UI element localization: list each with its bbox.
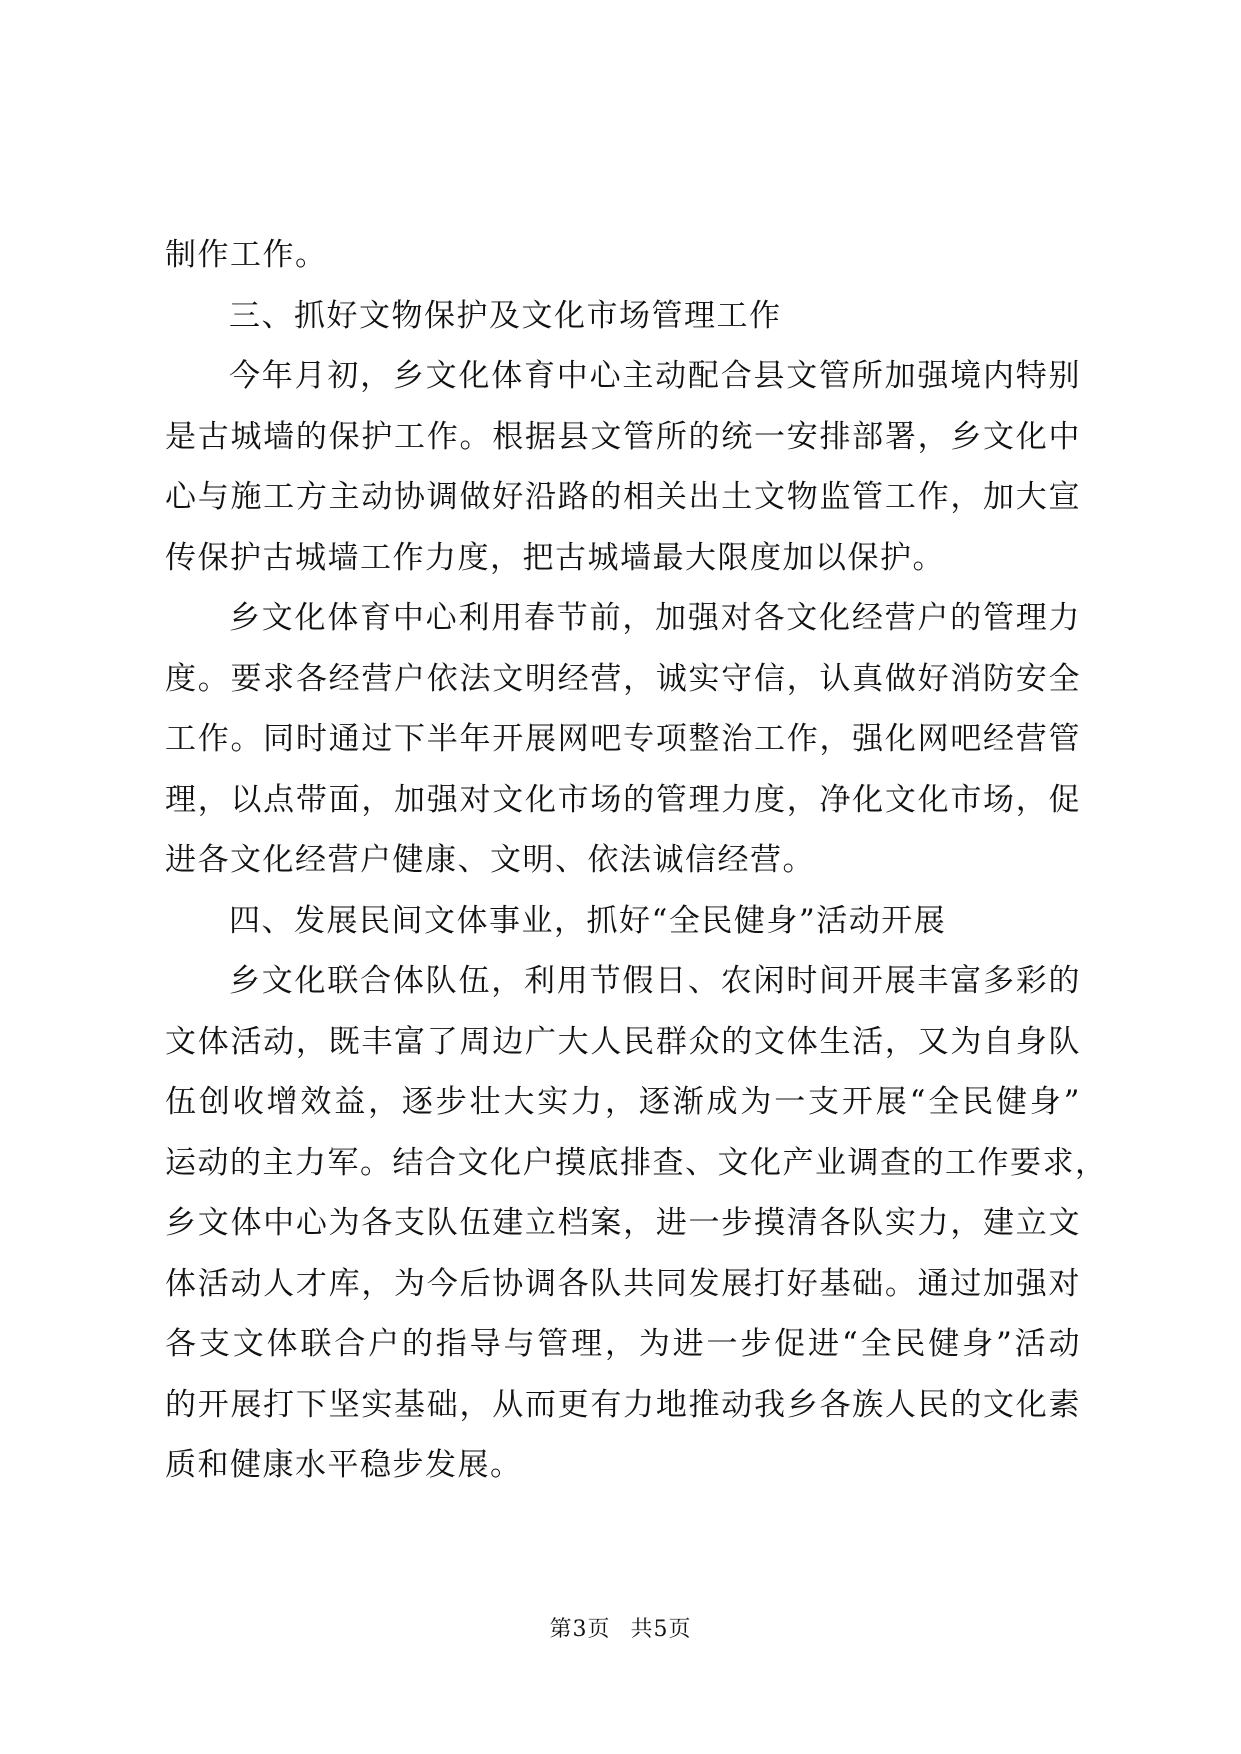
text-line: 心与施工方主动协调做好沿路的相关出土文物监管工作，加大宣 bbox=[165, 479, 1081, 515]
text-line: 体活动人才库，为今后协调各队共同发展打好基础。通过加强对 bbox=[165, 1265, 1081, 1302]
text-line: 各支文体联合户的指导与管理，为进一步促进“全民健身”活动 bbox=[165, 1326, 1081, 1362]
text-line: 运动的主力军。结合文化户摸底排查、文化产业调查的工作要求， bbox=[165, 1144, 1108, 1181]
text-line: 传保护古城墙工作力度，把古城墙最大限度加以保护。 bbox=[165, 539, 945, 576]
text-line: 进各文化经营户健康、文明、依法诚信经营。 bbox=[165, 842, 815, 878]
text-line: 制作工作。 bbox=[165, 237, 328, 273]
text-line: 乡文化联合体队伍，利用节假日、农闲时间开展丰富多彩的 bbox=[229, 963, 1081, 999]
text-line: 文体活动，既丰富了周边广大人民群众的文体生活，又为自身队 bbox=[165, 1023, 1081, 1060]
document-body bbox=[165, 225, 1108, 1496]
text-line: 三、抓好文物保护及文化市场管理工作 bbox=[229, 297, 782, 334]
text-line: 工作。同时通过下半年开展网吧专项整治工作，强化网吧经营管 bbox=[165, 721, 1081, 757]
page-number: 第3页 bbox=[549, 1617, 611, 1642]
text-line: 是古城墙的保护工作。根据县文管所的统一安排部署，乡文化中 bbox=[165, 418, 1081, 455]
text-line: 质和健康水平稳步发展。 bbox=[165, 1447, 523, 1483]
text-line: 乡文体中心为各支队伍建立档案，进一步摸清各队实力，建立文 bbox=[165, 1205, 1081, 1241]
text-line: 的开展打下坚实基础，从而更有力地推动我乡各族人民的文化素 bbox=[165, 1386, 1081, 1423]
text-line: 四、发展民间文体事业，抓好“全民健身”活动开展 bbox=[229, 902, 947, 939]
text-line: 今年月初，乡文化体育中心主动配合县文管所加强境内特别 bbox=[229, 358, 1081, 394]
page-footer bbox=[0, 1612, 1241, 1643]
text-line: 度。要求各经营户依法文明经营，诚实守信，认真做好消防安全 bbox=[165, 660, 1081, 697]
text-line: 理，以点带面，加强对文化市场的管理力度，净化文化市场，促 bbox=[165, 781, 1081, 818]
text-line: 乡文化体育中心利用春节前，加强对各文化经营户的管理力 bbox=[229, 600, 1081, 636]
page-total: 共5页 bbox=[630, 1617, 692, 1642]
text-line: 伍创收增效益，逐步壮大实力，逐渐成为一支开展“全民健身” bbox=[165, 1084, 1081, 1120]
